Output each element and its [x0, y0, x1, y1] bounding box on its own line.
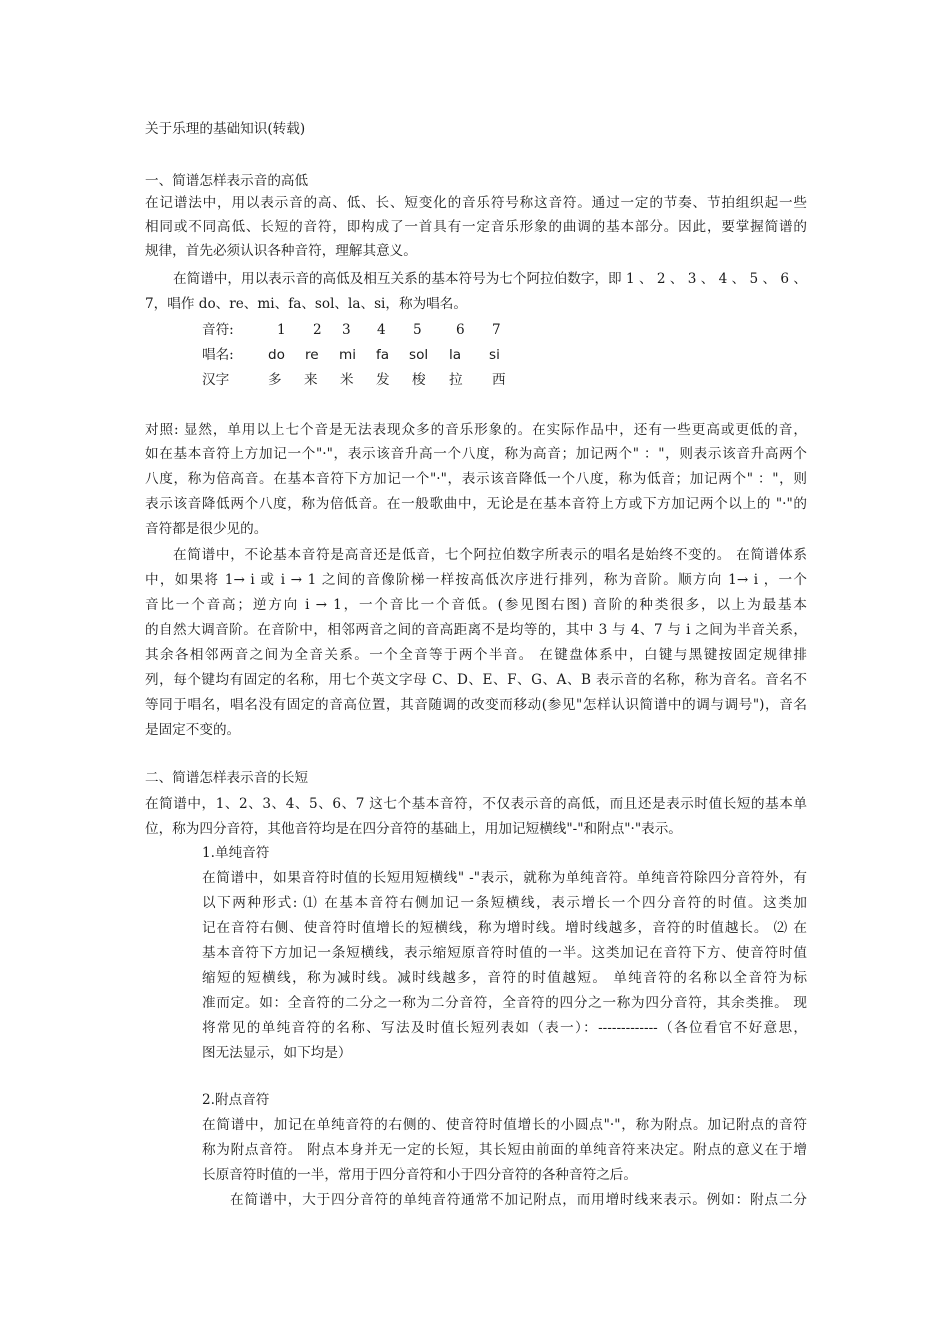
solfege-re: re [305, 347, 319, 363]
section1-p4-line3: 音比一个音高；逆方向 i → 1，一个音比一个音低。(参见图右图) 音阶的种类很多，以上为最基本 [145, 597, 807, 613]
notes-label: 音符: [202, 322, 234, 338]
hanzi-xi: 西 [492, 372, 506, 388]
sub1-line7: 将常见的单纯音符的名称、写法及时值长短列表如（表一）：-------------（各位看官不好意思， [202, 1020, 807, 1036]
hanzi-duo: 多 [268, 372, 282, 388]
solfege-do: do [268, 347, 285, 363]
hanzi-mi: 米 [340, 372, 354, 388]
note-5: 5 [413, 322, 422, 338]
solfege-fa: fa [376, 347, 390, 363]
section1-p3-line1: 对照: 显然，单用以上七个音是无法表现众多的音乐形象的。在实际作品中，还有一些更高或更低的音， [145, 422, 807, 438]
section1-p3-line5: 音符都是很少见的。 [145, 521, 268, 537]
sub1-line8: 图无法显示，如下均是） [202, 1045, 352, 1061]
section1-p3-line4: 表示该音降低两个八度，称为倍低音。在一般歌曲中，无论是在基本音符上方或下方加记两个以上的 "·"的 [145, 496, 807, 512]
sub1-line4: 基本音符下方加记一条短横线，表示缩短原音符时值的一半。这类加记在音符下方、使音符时值 [202, 945, 807, 961]
solfege-la: la [449, 347, 462, 363]
section1-p3-line2: 如在基本音符上方加记一个"·"，表示该音升高一个八度，称为高音；加记两个" ："，则表示该音升高两个 [145, 446, 807, 462]
section1-p4-line1: 在简谱中，不论基本音符是高音还是低音，七个阿拉伯数字所表示的唱名是始终不变的。 在简谱体系 [173, 547, 807, 563]
hanzi-lai: 来 [304, 372, 318, 388]
section2-p1-line1: 在简谱中，1、2、3、4、5、6、7 这七个基本音符，不仅表示音的高低，而且还是表示时值长短的基本单 [145, 796, 807, 812]
sub2-line4: 在简谱中，大于四分音符的单纯音符通常不加记附点，而用增时线来表示。例如：附点二分 [230, 1192, 807, 1208]
sub2-heading: 2.附点音符 [202, 1092, 270, 1108]
hanzi-row [0, 370, 950, 390]
solfege-si: si [489, 347, 500, 363]
note-3: 3 [342, 322, 351, 338]
solfege-row [0, 345, 950, 365]
section1-p4-line6: 列，每个键均有固定的名称，用七个英文字母 C、D、E、F、G、A、B 表示音的名称，称为音名。音名不 [145, 672, 807, 688]
section1-p4-line5: 其余各相邻两音之间为全音关系。一个全音等于两个半音。 在键盘体系中，白键与黑键按固定规律排 [145, 647, 807, 663]
section1-p2-line1: 在简谱中，用以表示音的高低及相互关系的基本符号为七个阿拉伯数字，即 1 、 2 、 3 、 4 、 5 、 6 、 [173, 271, 807, 287]
section2-p1-line2: 位，称为四分音符，其他音符均是在四分音符的基础上，用加记短横线"-"和附点"·"表示。 [145, 821, 682, 837]
hanzi-la: 拉 [449, 372, 463, 388]
document-title: 关于乐理的基础知识(转载) [145, 121, 306, 137]
note-4: 4 [377, 322, 386, 338]
note-7: 7 [492, 322, 501, 338]
sub1-line3: 记在音符右侧、使音符时值增长的短横线，称为增时线。增时线越多，音符的时值越长。 ⑵ 在 [202, 920, 807, 936]
note-1: 1 [277, 322, 286, 338]
section1-heading: 一、简谱怎样表示音的高低 [145, 173, 309, 189]
sub2-line2: 称为附点音符。 附点本身并无一定的长短，其长短由前面的单纯音符来决定。附点的意义在于增 [202, 1142, 807, 1158]
sub2-line3: 长原音符时值的一半，常用于四分音符和小于四分音符的各种音符之后。 [202, 1167, 637, 1183]
solfege-sol: sol [409, 347, 429, 363]
sub1-line5: 缩短的短横线，称为减时线。减时线越多，音符的时值越短。 单纯音符的名称以全音符为标 [202, 970, 807, 986]
sub1-line6: 准而定。如：全音符的二分之一称为二分音符，全音符的四分之一称为四分音符，其余类推。 现 [202, 995, 807, 1011]
solfege-label: 唱名: [202, 347, 234, 363]
section1-p4-line7: 等同于唱名，唱名没有固定的音高位置，其音随调的改变而移动(参见"怎样认识简谱中的调与调号")，音名 [145, 697, 807, 713]
sub2-line1: 在简谱中，加记在单纯音符的右侧的、使音符时值增长的小圆点"·"，称为附点。加记附点的音符 [202, 1117, 807, 1133]
section1-p3-line3: 八度，称为倍高音。在基本音符下方加记一个"·"，表示该音降低一个八度，称为低音；加记两个" ："，则 [145, 471, 807, 487]
hanzi-suo: 梭 [412, 372, 426, 388]
sub1-heading: 1.单纯音符 [202, 845, 270, 861]
solfege-mi: mi [339, 347, 357, 363]
section1-p1-line2: 相同或不同高低、长短的音符，即构成了一首具有一定音乐形象的曲调的基本部分。因此，要掌握简谱的 [145, 219, 807, 235]
section1-p1-line1: 在记谱法中，用以表示音的高、低、长、短变化的音乐符号称这音符。通过一定的节奏、节拍组织起一些 [145, 195, 807, 211]
sub1-line2: 以下两种形式: ⑴ 在基本音符右侧加记一条短横线，表示增长一个四分音符的时值。这类加 [202, 895, 807, 911]
section1-p4-line2: 中，如果将 1→ i 或 i → 1 之间的音像阶梯一样按高低次序进行排列，称为音阶。顺方向 1→ i ，一个 [145, 572, 807, 588]
section1-p2-line2: 7，唱作 do、re、mi、fa、sol、la、si，称为唱名。 [145, 296, 467, 312]
note-6: 6 [456, 322, 465, 338]
hanzi-fa: 发 [376, 372, 390, 388]
section1-p4-line4: 的自然大调音阶。在音阶中，相邻两音之间的音高距离不是均等的，其中 3 与 4、7 与 i 之间为半音关系， [145, 622, 807, 638]
section1-p1-line3: 规律，首先必须认识各种音符，理解其意义。 [145, 243, 417, 259]
sub1-line1: 在简谱中，如果音符时值的长短用短横线" -"表示，就称为单纯音符。单纯音符除四分音符外，有 [202, 870, 807, 886]
section2-heading: 二、简谱怎样表示音的长短 [145, 770, 309, 786]
section1-p4-line8: 是固定不变的。 [145, 722, 241, 738]
note-2: 2 [313, 322, 322, 338]
notes-row [0, 320, 950, 340]
hanzi-label: 汉字 [202, 372, 230, 388]
